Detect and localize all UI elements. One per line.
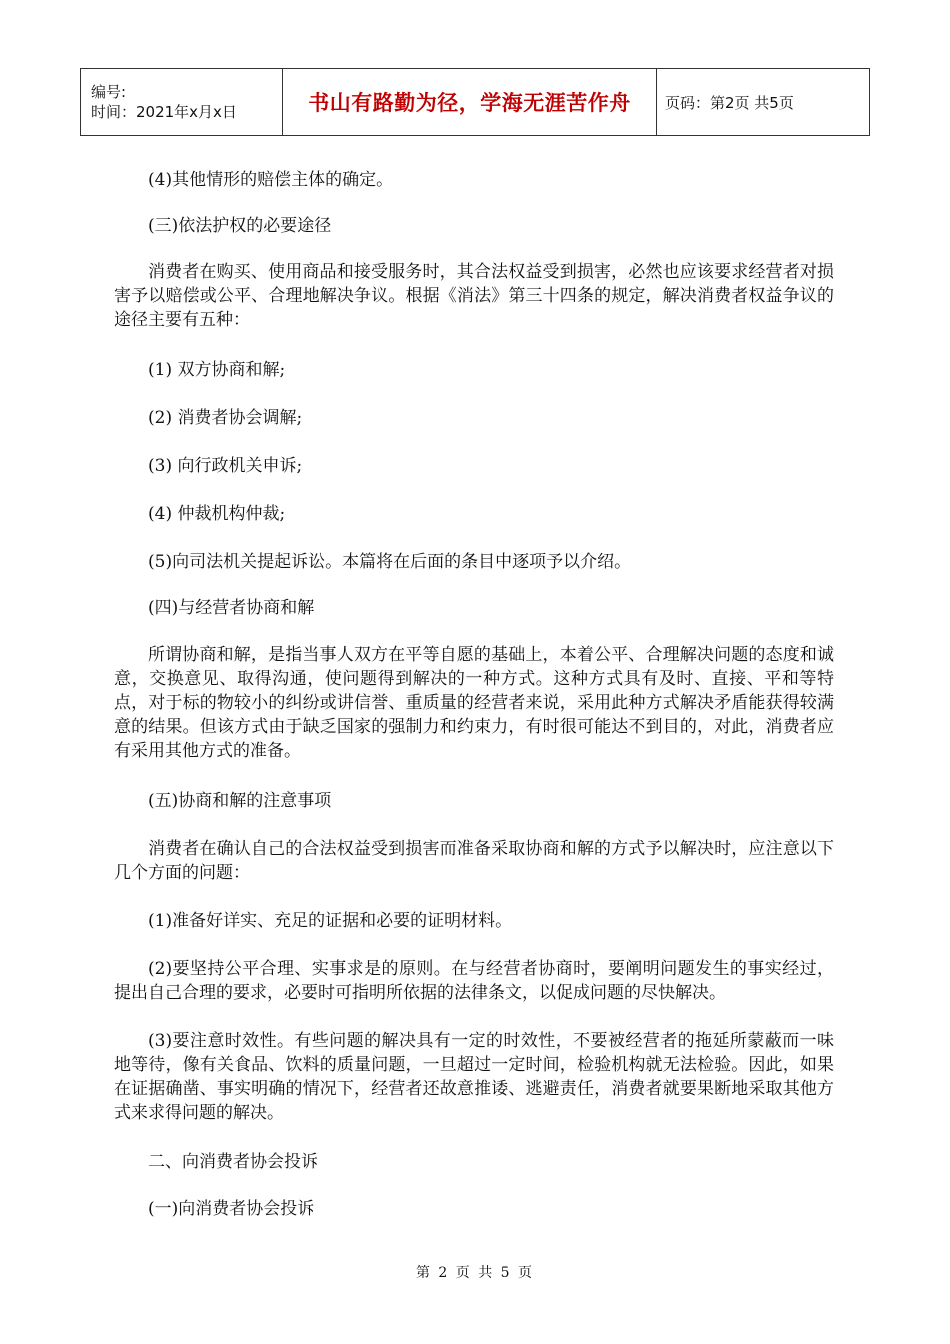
chapter-heading-2: 二、向消费者协会投诉 <box>148 1152 318 1172</box>
precaution-item-1: (1)准备好详实、充足的证据和必要的证明材料。 <box>148 911 513 931</box>
section-heading-4: (四)与经营者协商和解 <box>148 598 315 618</box>
paragraph-precautions: 消费者在确认自己的合法权益受到损害而准备采取协商和解的方式予以解决时，应注意以下几个方面的问题： <box>114 839 834 883</box>
list-item-1: (1) 双方协商和解; <box>148 360 286 380</box>
list-item-4: (4) 仲裁机构仲裁; <box>148 504 286 524</box>
document-number-label: 编号: <box>91 83 127 101</box>
section-heading-5: (五)协商和解的注意事项 <box>148 791 332 811</box>
header-motto-cell <box>283 69 657 135</box>
section-heading-2-1: (一)向消费者协会投诉 <box>148 1199 315 1219</box>
paragraph-other-cases: (4)其他情形的赔偿主体的确定。 <box>148 170 394 190</box>
precaution-item-2: (2)要坚持公平合理、实事求是的原则。在与经营者协商时，要阐明问题发生的事实经过，提出自己合理的要求，必要时可指明所依据的法律条文，以促成问题的尽快解决。 <box>114 959 834 1003</box>
list-item-2: (2) 消费者协会调解; <box>148 408 303 428</box>
header-motto: 书山有路勤为径，学海无涯苦作舟 <box>308 91 631 115</box>
page-footer: 第 2 页 共 5 页 <box>415 1265 535 1281</box>
paragraph-negotiation: 所谓协商和解，是指当事人双方在平等自愿的基础上，本着公平、合理解决问题的态度和诚意，交换意见、取得沟通，使问题得到解决的一种方式。这种方式具有及时、直接、平和等特点，对于标的物较小的纠纷或讲信誉、重质量的经营者来说，采用此种方式解决矛盾能获得较满意的结果。但该方式由于缺乏国家的强制力和约束力，有时很可能达不到目的，对此，消费者应有采用其他方式的准备。 <box>114 645 834 761</box>
precaution-item-3: (3)要注意时效性。有些问题的解决具有一定的时效性，不要被经营者的拖延所蒙蔽而一味地等待，像有关食品、饮料的质量问题，一旦超过一定时间，检验机构就无法检验。因此，如果在证据确凿、事实明确的情况下，经营者还故意推诿、逃避责任，消费者就要果断地采取其他方式来求得问题的解决。 <box>114 1031 834 1123</box>
document-time-label: 时间：2021年x月x日 <box>91 103 237 121</box>
header-page-label: 页码：第2页 共5页 <box>665 93 794 112</box>
header-meta-cell <box>81 69 283 135</box>
header-page-cell <box>657 69 869 135</box>
list-item-3: (3) 向行政机关申诉; <box>148 456 303 476</box>
page-header-table <box>80 68 870 136</box>
section-heading-3: (三)依法护权的必要途径 <box>148 216 332 236</box>
paragraph-consumer-rights: 消费者在购买、使用商品和接受服务时，其合法权益受到损害，必然也应该要求经营者对损害予以赔偿或公平、合理地解决争议。根据《消法》第三十四条的规定，解决消费者权益争议的途径主要有五种： <box>114 262 834 330</box>
list-item-5: (5)向司法机关提起诉讼。本篇将在后面的条目中逐项予以介绍。 <box>148 552 632 572</box>
